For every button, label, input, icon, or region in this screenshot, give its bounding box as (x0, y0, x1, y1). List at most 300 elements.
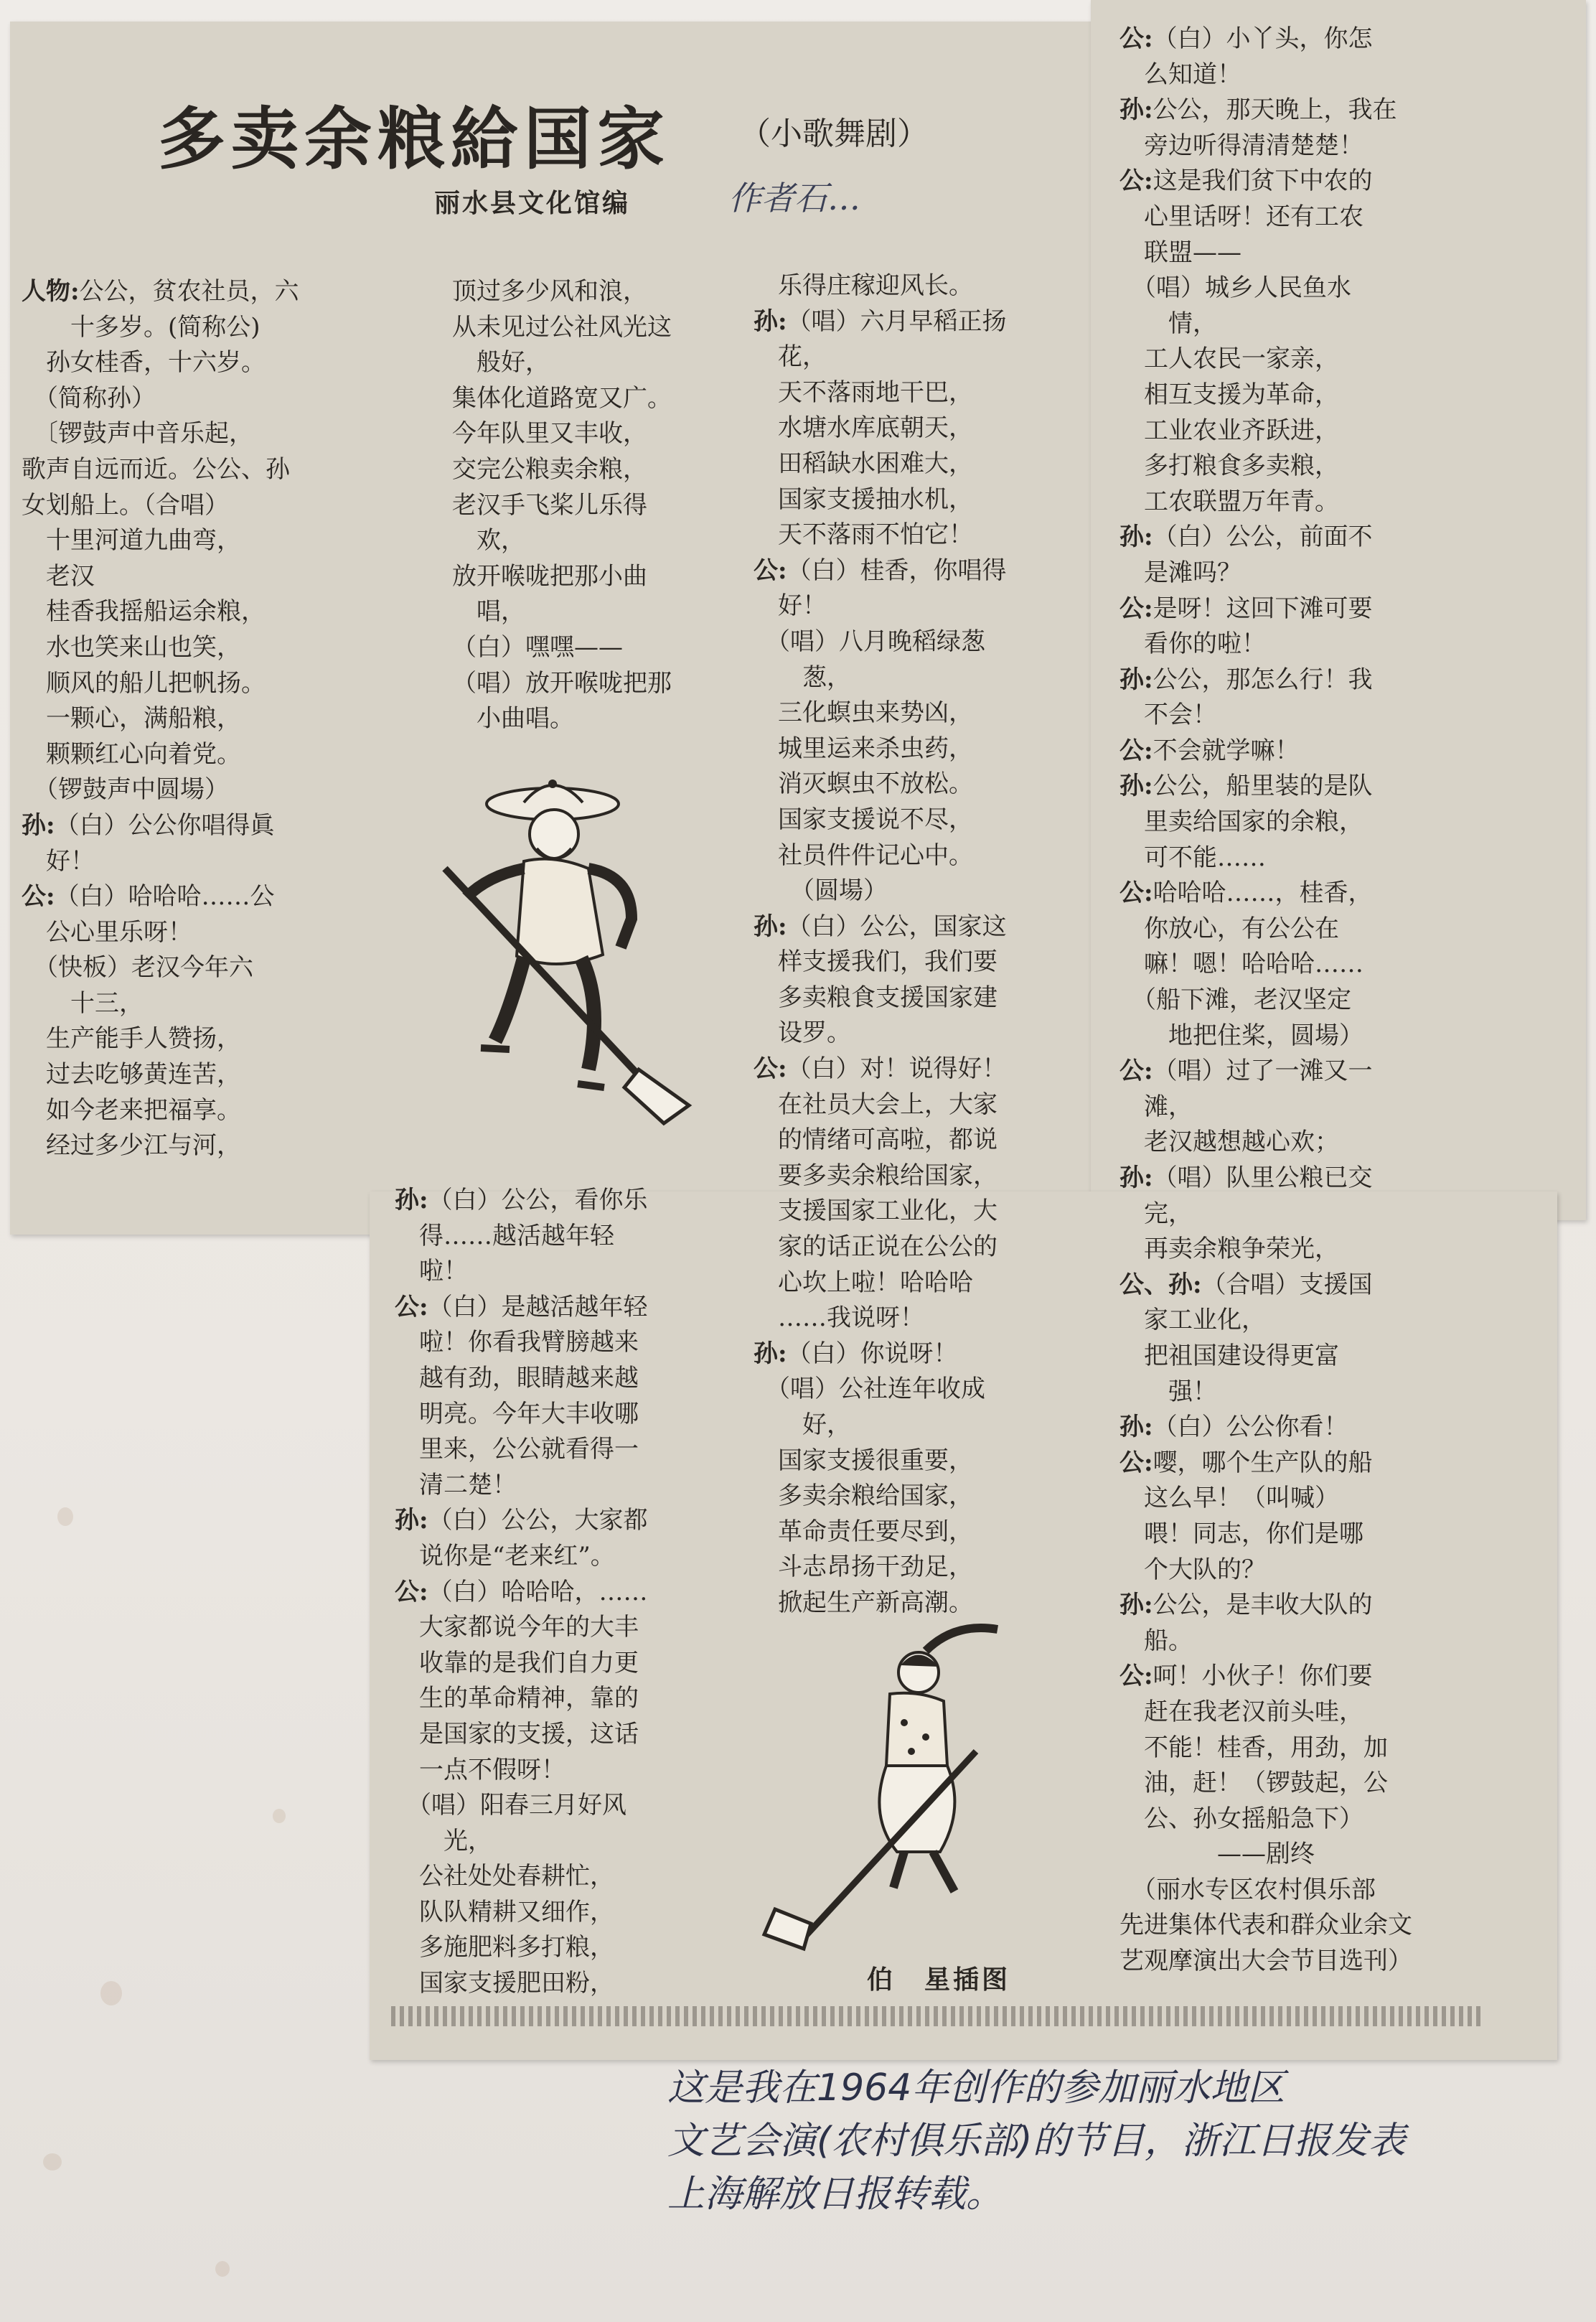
script-line (1119, 306, 1529, 342)
line-text: 好！ (754, 591, 827, 621)
script-line (1119, 1410, 1529, 1446)
line-text: 家工业化， (1119, 1306, 1266, 1335)
script-line (22, 1093, 359, 1129)
handwritten-signature: 作者石… (728, 179, 860, 217)
script-line (395, 1895, 725, 1931)
line-text: 国家支援说不尽， (754, 805, 973, 834)
line-text: 葱， (754, 663, 851, 692)
page-title: 多卖余粮給国家 (158, 100, 671, 179)
line-text: （白）公公，前面不 (1153, 523, 1373, 552)
script-line (1119, 1197, 1529, 1232)
script-line (754, 1230, 1084, 1265)
script-line (1119, 235, 1529, 271)
line-text: 地把住桨，圆場） (1119, 1021, 1363, 1050)
script-line (1119, 556, 1529, 591)
script-line (452, 345, 725, 381)
line-text: 公公，船里装的是队 (1153, 772, 1373, 801)
script-line (1119, 663, 1529, 698)
script-line (452, 630, 725, 666)
line-text: 么知道！ (1119, 60, 1241, 89)
script-line (22, 808, 359, 844)
handwritten-note-line: 文艺会演(农村俱乐部)的节目，浙江日报发表 (667, 2120, 1406, 2163)
editor-credit: 丽水县文化馆编 (434, 188, 631, 218)
script-line (1119, 484, 1529, 520)
line-text: 集体化道路宽又广。 (452, 383, 672, 413)
speaker-label: 孙: (1119, 1591, 1153, 1620)
script-line (1119, 841, 1529, 876)
line-text: （唱）城乡人民鱼水 (1119, 273, 1351, 303)
text-column-2-top (452, 274, 725, 737)
line-text: （唱）队里公粮已交 (1153, 1164, 1373, 1192)
script-line (754, 1443, 1084, 1479)
line-text: 多打粮食多卖粮， (1119, 451, 1339, 481)
stain-spot (100, 1981, 122, 2005)
script-line (452, 416, 725, 452)
line-text: 公公，是丰收大队的 (1153, 1591, 1373, 1620)
script-line (754, 1336, 1084, 1372)
line-text: 情， (1119, 309, 1217, 338)
script-line (1119, 1624, 1529, 1659)
line-text: 今年队里又丰收， (452, 419, 647, 449)
line-text: 赶在我老汉前头哇， (1119, 1697, 1363, 1726)
speaker-label: 公: (1119, 24, 1153, 53)
line-text: 乐得庄稼迎风长。 (754, 271, 973, 300)
script-line (1119, 128, 1529, 164)
speaker-label: 孙: (395, 1186, 428, 1214)
script-line (754, 340, 1084, 375)
line-text: 艺观摩演出大会节目选刊） (1119, 1947, 1412, 1976)
speaker-label: 公: (1119, 1662, 1153, 1691)
script-line (452, 381, 725, 417)
speaker-label: 孙: (22, 810, 55, 840)
text-column-1 (22, 274, 359, 1164)
script-line (754, 1052, 1084, 1087)
speaker-label: 孙: (1119, 665, 1153, 694)
line-text: 老汉 (22, 561, 95, 591)
script-line (1119, 805, 1529, 841)
script-line (395, 1966, 725, 2002)
line-text: 好， (754, 1410, 851, 1439)
script-line (395, 1930, 725, 1966)
line-text: 要多卖余粮给国家， (754, 1161, 998, 1190)
line-text: 样支援我们，我们要 (754, 947, 998, 977)
script-line (1119, 983, 1529, 1019)
script-line (395, 1361, 725, 1397)
speaker-label: 孙: (754, 912, 787, 941)
script-line (1119, 1944, 1529, 1980)
script-line (1119, 1268, 1529, 1303)
line-text: 消灭螟虫不放松。 (754, 769, 973, 799)
line-text: 里来，公公就看得一 (395, 1435, 639, 1464)
script-line (754, 660, 1084, 696)
script-line (1119, 1873, 1529, 1909)
speaker-label: 孙: (1119, 1413, 1153, 1442)
line-text: 十三， (22, 988, 144, 1018)
line-text: 十里河道九曲弯， (22, 526, 241, 556)
stain-spot (273, 1809, 286, 1823)
line-text: （合唱）支援国 (1201, 1270, 1373, 1299)
script-line (22, 594, 359, 630)
speaker-label: 公: (754, 1054, 787, 1084)
script-line (754, 1372, 1084, 1408)
script-line (754, 1158, 1084, 1194)
line-text: （唱）阳春三月好风 (395, 1791, 626, 1820)
line-text: 把祖国建设得更富 (1119, 1341, 1339, 1370)
line-text: 联盟—— (1119, 238, 1241, 267)
script-line (395, 1824, 725, 1860)
line-text: 社员件件记心中。 (754, 841, 973, 870)
speaker-label: 人物: (22, 277, 80, 306)
line-text: 不能！桂香，用劲，加 (1119, 1733, 1388, 1762)
line-text: 好！ (22, 846, 95, 876)
script-line (22, 416, 359, 452)
line-text: 是国家的支援，这话 (395, 1719, 639, 1748)
line-text: 呵！小伙子！你们要 (1153, 1662, 1373, 1691)
script-line (22, 701, 359, 737)
line-text: 放开喉咙把那小曲 (452, 561, 647, 591)
line-text: 如今老来把福享。 (22, 1095, 241, 1125)
line-text: 家的话正说在公公的 (754, 1232, 998, 1262)
illustration-caption: 伯 星插图 (867, 1965, 1011, 1995)
speaker-label: 公、孙: (1119, 1270, 1202, 1299)
line-text: （船下滩，老汉坚定 (1119, 986, 1351, 1015)
script-line (22, 666, 359, 702)
script-line (1119, 1090, 1529, 1125)
line-text: 说你是“老来红”。 (395, 1541, 615, 1570)
line-text: 看你的啦！ (1119, 629, 1266, 659)
line-text: 十多岁。(简称公) (22, 312, 260, 342)
line-text: （白）是越活越年轻 (428, 1292, 648, 1321)
script-line (1119, 627, 1529, 663)
script-line (452, 274, 725, 310)
line-text: 唱， (452, 597, 525, 627)
script-line (754, 1408, 1084, 1443)
line-text: 国家支援很重要， (754, 1446, 973, 1475)
line-text: 公、孙女摇船急下） (1119, 1804, 1363, 1833)
line-text: 水塘水库底朝天， (754, 413, 973, 443)
line-text: 顶过多少风和浪， (452, 277, 647, 306)
script-line (395, 1183, 725, 1219)
script-line (452, 452, 725, 488)
speaker-label: 公: (1119, 1448, 1153, 1477)
script-line (395, 1468, 725, 1504)
script-line (754, 945, 1084, 980)
line-text: （唱）六月早稻正扬 (787, 306, 1007, 336)
script-line (1119, 1161, 1529, 1197)
stain-spot (43, 2153, 62, 2171)
script-line (1119, 1339, 1529, 1375)
script-line (754, 874, 1084, 909)
line-text: （唱）过了一滩又一 (1153, 1057, 1373, 1086)
line-text: 公心里乐呀！ (22, 917, 192, 947)
line-text: 工业农业齐跃进， (1119, 416, 1339, 445)
line-text: （白）公公，看你乐 (428, 1186, 648, 1214)
speaker-label: 孙: (395, 1506, 428, 1535)
line-text: 啦！你看我臂膀越来 (395, 1328, 639, 1357)
script-line (22, 488, 359, 524)
line-text: （白）哈哈哈，…… (428, 1577, 648, 1606)
script-line (1119, 520, 1529, 556)
line-text: 嘛！嗯！哈哈哈…… (1119, 950, 1363, 979)
line-text: 啦！ (395, 1257, 468, 1286)
line-text: 多卖粮食支援国家建 (754, 983, 998, 1012)
line-text: 嘤，哪个生产队的船 (1153, 1448, 1373, 1477)
line-text: 心坎上啦！哈哈哈 (754, 1268, 973, 1297)
script-line (395, 1646, 725, 1682)
line-text: 在社员大会上，大家 (754, 1090, 998, 1119)
script-line (754, 1194, 1084, 1230)
script-line (1119, 93, 1529, 128)
line-text: 颗颗红心向着党。 (22, 739, 241, 769)
script-line (1119, 200, 1529, 235)
line-text: ……我说呀！ (754, 1303, 924, 1333)
line-text: 小曲唱。 (452, 704, 574, 734)
script-line (395, 1290, 725, 1326)
script-line (1119, 1375, 1529, 1410)
line-text: 城里运来杀虫药， (754, 734, 973, 763)
script-line (22, 630, 359, 666)
line-text: （白）嘿嘿—— (452, 632, 623, 662)
line-text: 大家都说今年的大丰 (395, 1613, 639, 1642)
line-text: （白）公公，国家这 (787, 912, 1007, 941)
script-line (754, 1515, 1084, 1550)
script-line (754, 553, 1084, 589)
script-line (754, 518, 1084, 553)
line-text: 斗志昂扬干劲足， (754, 1553, 973, 1582)
speaker-label: 公: (395, 1292, 428, 1321)
speaker-label: 公: (754, 556, 787, 585)
line-text: 清二楚！ (395, 1470, 517, 1499)
script-line (1119, 1695, 1529, 1731)
line-text: 公公，那怎么行！我 (1153, 665, 1373, 694)
line-text: 三化螟虫来势凶， (754, 698, 973, 728)
speaker-label: 公: (1119, 594, 1153, 623)
line-text: 生的革命精神，靠的 (395, 1684, 639, 1713)
script-line (754, 1087, 1084, 1123)
script-line (754, 838, 1084, 874)
line-text: （白）公公你看！ (1153, 1413, 1348, 1442)
line-text: 一点不假呀！ (395, 1755, 565, 1784)
line-text: （唱）公社连年收成 (754, 1375, 985, 1404)
line-text: 支援国家工业化，大 (754, 1197, 998, 1226)
speaker-label: 孙: (1119, 523, 1153, 552)
script-line (395, 1717, 725, 1753)
script-line (1119, 1908, 1529, 1944)
script-line (452, 701, 725, 737)
script-line (1119, 22, 1529, 57)
script-line (1119, 271, 1529, 306)
line-text: 收靠的是我们自力更 (395, 1648, 639, 1677)
line-text: 哈哈哈……，桂香， (1153, 879, 1373, 908)
script-line (22, 1021, 359, 1057)
script-line (395, 1325, 725, 1361)
line-text: 明亮。今年大丰收哪 (395, 1399, 639, 1428)
line-text: 田稻缺水困难大， (754, 449, 973, 478)
line-text: （丽水专区农村俱乐部 (1119, 1875, 1376, 1904)
script-line (452, 488, 725, 524)
line-text: 里卖给国家的余粮， (1119, 807, 1363, 837)
script-line (22, 523, 359, 559)
line-text: 多施肥料多打粮， (395, 1933, 614, 1962)
script-line (1119, 1232, 1529, 1268)
speaker-label: 公: (1119, 879, 1153, 908)
line-text: 天不落雨地干巴， (754, 378, 973, 407)
line-text: 工人农民一家亲， (1119, 345, 1339, 374)
line-text: 心里话呀！还有工农 (1119, 202, 1363, 231)
script-line (22, 737, 359, 773)
line-text: 不会！ (1119, 701, 1217, 730)
line-text: 船。 (1119, 1626, 1193, 1655)
line-text: 旁边听得清清楚楚！ (1119, 131, 1363, 160)
script-line (754, 909, 1084, 945)
line-text: 这是我们贫下中农的 (1153, 167, 1373, 196)
line-text: 越有劲，眼睛越来越 (395, 1363, 639, 1392)
script-line (754, 375, 1084, 411)
script-line (1119, 1802, 1529, 1838)
line-text: 水也笑来山也笑， (22, 632, 241, 662)
script-line (754, 1550, 1084, 1586)
handwritten-note (667, 2061, 1406, 2221)
speaker-label: 孙: (1119, 95, 1153, 125)
script-line (754, 1586, 1084, 1621)
page-subtitle: （小歌舞剧） (739, 116, 929, 152)
script-line (754, 802, 1084, 838)
script-line (22, 915, 359, 951)
line-text: 桂香我摇船运余粮， (22, 597, 266, 627)
line-text: 再卖余粮争荣光， (1119, 1235, 1339, 1264)
text-column-3 (754, 268, 1084, 1621)
text-column-2-bottom (395, 1183, 725, 2002)
line-text: 孙女桂香，十六岁。 (22, 348, 266, 378)
script-line (22, 310, 359, 346)
script-line (754, 304, 1084, 340)
line-text: 公社处处春耕忙， (395, 1862, 614, 1891)
script-line (754, 1123, 1084, 1158)
script-line (22, 381, 359, 417)
script-line (452, 594, 725, 630)
script-line (1119, 449, 1529, 484)
line-text: 从未见过公社风光这 (452, 312, 672, 342)
line-text: 老汉手飞桨儿乐得 (452, 490, 647, 520)
script-line (395, 1575, 725, 1611)
line-text: 油，赶！（锣鼓起，公 (1119, 1769, 1388, 1798)
line-text: 可不能…… (1119, 843, 1266, 872)
script-line (754, 731, 1084, 767)
script-line (395, 1219, 725, 1255)
script-line (395, 1859, 725, 1895)
speaker-label: 公: (395, 1577, 428, 1606)
line-text: 经过多少江与河， (22, 1131, 241, 1161)
script-line (22, 274, 359, 310)
line-text: （白）对！说得好！ (787, 1054, 1007, 1084)
line-text: 般好， (452, 348, 550, 378)
script-line (1119, 57, 1529, 93)
line-text: （白）公公，大家都 (428, 1506, 648, 1535)
line-text: 你放心，有公公在 (1119, 914, 1339, 943)
torn-edge (391, 2006, 1482, 2026)
script-line (754, 589, 1084, 624)
script-line (452, 666, 725, 702)
line-text: 〔锣鼓声中音乐起， (22, 419, 253, 449)
script-line (22, 879, 359, 915)
script-line (754, 980, 1084, 1016)
line-text: 喂！同志，你们是哪 (1119, 1519, 1363, 1548)
line-text: 光， (395, 1826, 492, 1855)
line-text: （简称孙） (22, 383, 156, 413)
line-text: 国家支援肥田粉， (395, 1969, 614, 1998)
script-line (754, 624, 1084, 660)
script-line (1119, 1019, 1529, 1054)
line-text: 交完公粮卖余粮， (452, 454, 647, 484)
line-text: 队队精耕又细作， (395, 1897, 614, 1927)
script-line (22, 559, 359, 595)
script-line (1119, 1125, 1529, 1161)
line-text: ——剧终 (1119, 1840, 1315, 1869)
script-line (1119, 1588, 1529, 1624)
script-line (22, 986, 359, 1022)
line-text: 老汉越想越心欢； (1119, 1128, 1339, 1157)
line-text: （快板）老汉今年六 (22, 953, 253, 983)
script-line (22, 1128, 359, 1164)
text-column-4 (1119, 22, 1529, 1980)
script-line (1119, 1766, 1529, 1802)
script-line (754, 767, 1084, 802)
line-text: 先进集体代表和群众业余文 (1119, 1911, 1412, 1940)
script-line (754, 1479, 1084, 1515)
stain-spot (57, 1507, 73, 1526)
speaker-label: 孙: (754, 306, 787, 336)
speaker-label: 孙: (1119, 772, 1153, 801)
line-text: 天不落雨不怕它！ (754, 520, 973, 550)
line-text: 生产能手人赞扬， (22, 1024, 241, 1054)
line-text: 过去吃够黄连苦， (22, 1060, 241, 1090)
script-line (754, 1265, 1084, 1301)
script-line (754, 696, 1084, 731)
stain-spot (215, 2261, 230, 2277)
line-text: （白）小丫头，你怎 (1153, 24, 1373, 53)
line-text: （白）哈哈哈……公 (55, 882, 275, 912)
script-line (395, 1503, 725, 1539)
line-text: 工农联盟万年青。 (1119, 487, 1339, 516)
line-text: （白）桂香，你唱得 (787, 556, 1007, 585)
script-line (754, 1016, 1084, 1052)
script-line (22, 950, 359, 986)
line-text: 国家支援抽水机， (754, 484, 973, 514)
girl-dancing-illustration (761, 1622, 1062, 1952)
script-line (1119, 734, 1529, 769)
speaker-label: 孙: (1119, 1164, 1153, 1192)
script-line (1119, 1481, 1529, 1517)
line-text: 花， (754, 342, 827, 372)
line-text: 得……越活越年轻 (395, 1221, 614, 1250)
script-line (22, 452, 359, 488)
script-line (22, 345, 359, 381)
line-text: 的情绪可高啦，都说 (754, 1125, 998, 1155)
speaker-label: 孙: (754, 1339, 787, 1368)
script-line (1119, 1517, 1529, 1553)
line-text: 是滩吗？ (1119, 558, 1241, 587)
line-text: （锣鼓声中圆場） (22, 775, 229, 805)
script-line (452, 523, 725, 559)
script-line (754, 446, 1084, 482)
line-text: 完， (1119, 1199, 1193, 1228)
script-line (395, 1254, 725, 1290)
line-text: 滩， (1119, 1092, 1193, 1121)
script-line (395, 1539, 725, 1575)
line-text: 女划船上。（合唱） (22, 490, 229, 520)
script-line (1119, 1303, 1529, 1339)
line-text: 欢， (452, 526, 525, 556)
